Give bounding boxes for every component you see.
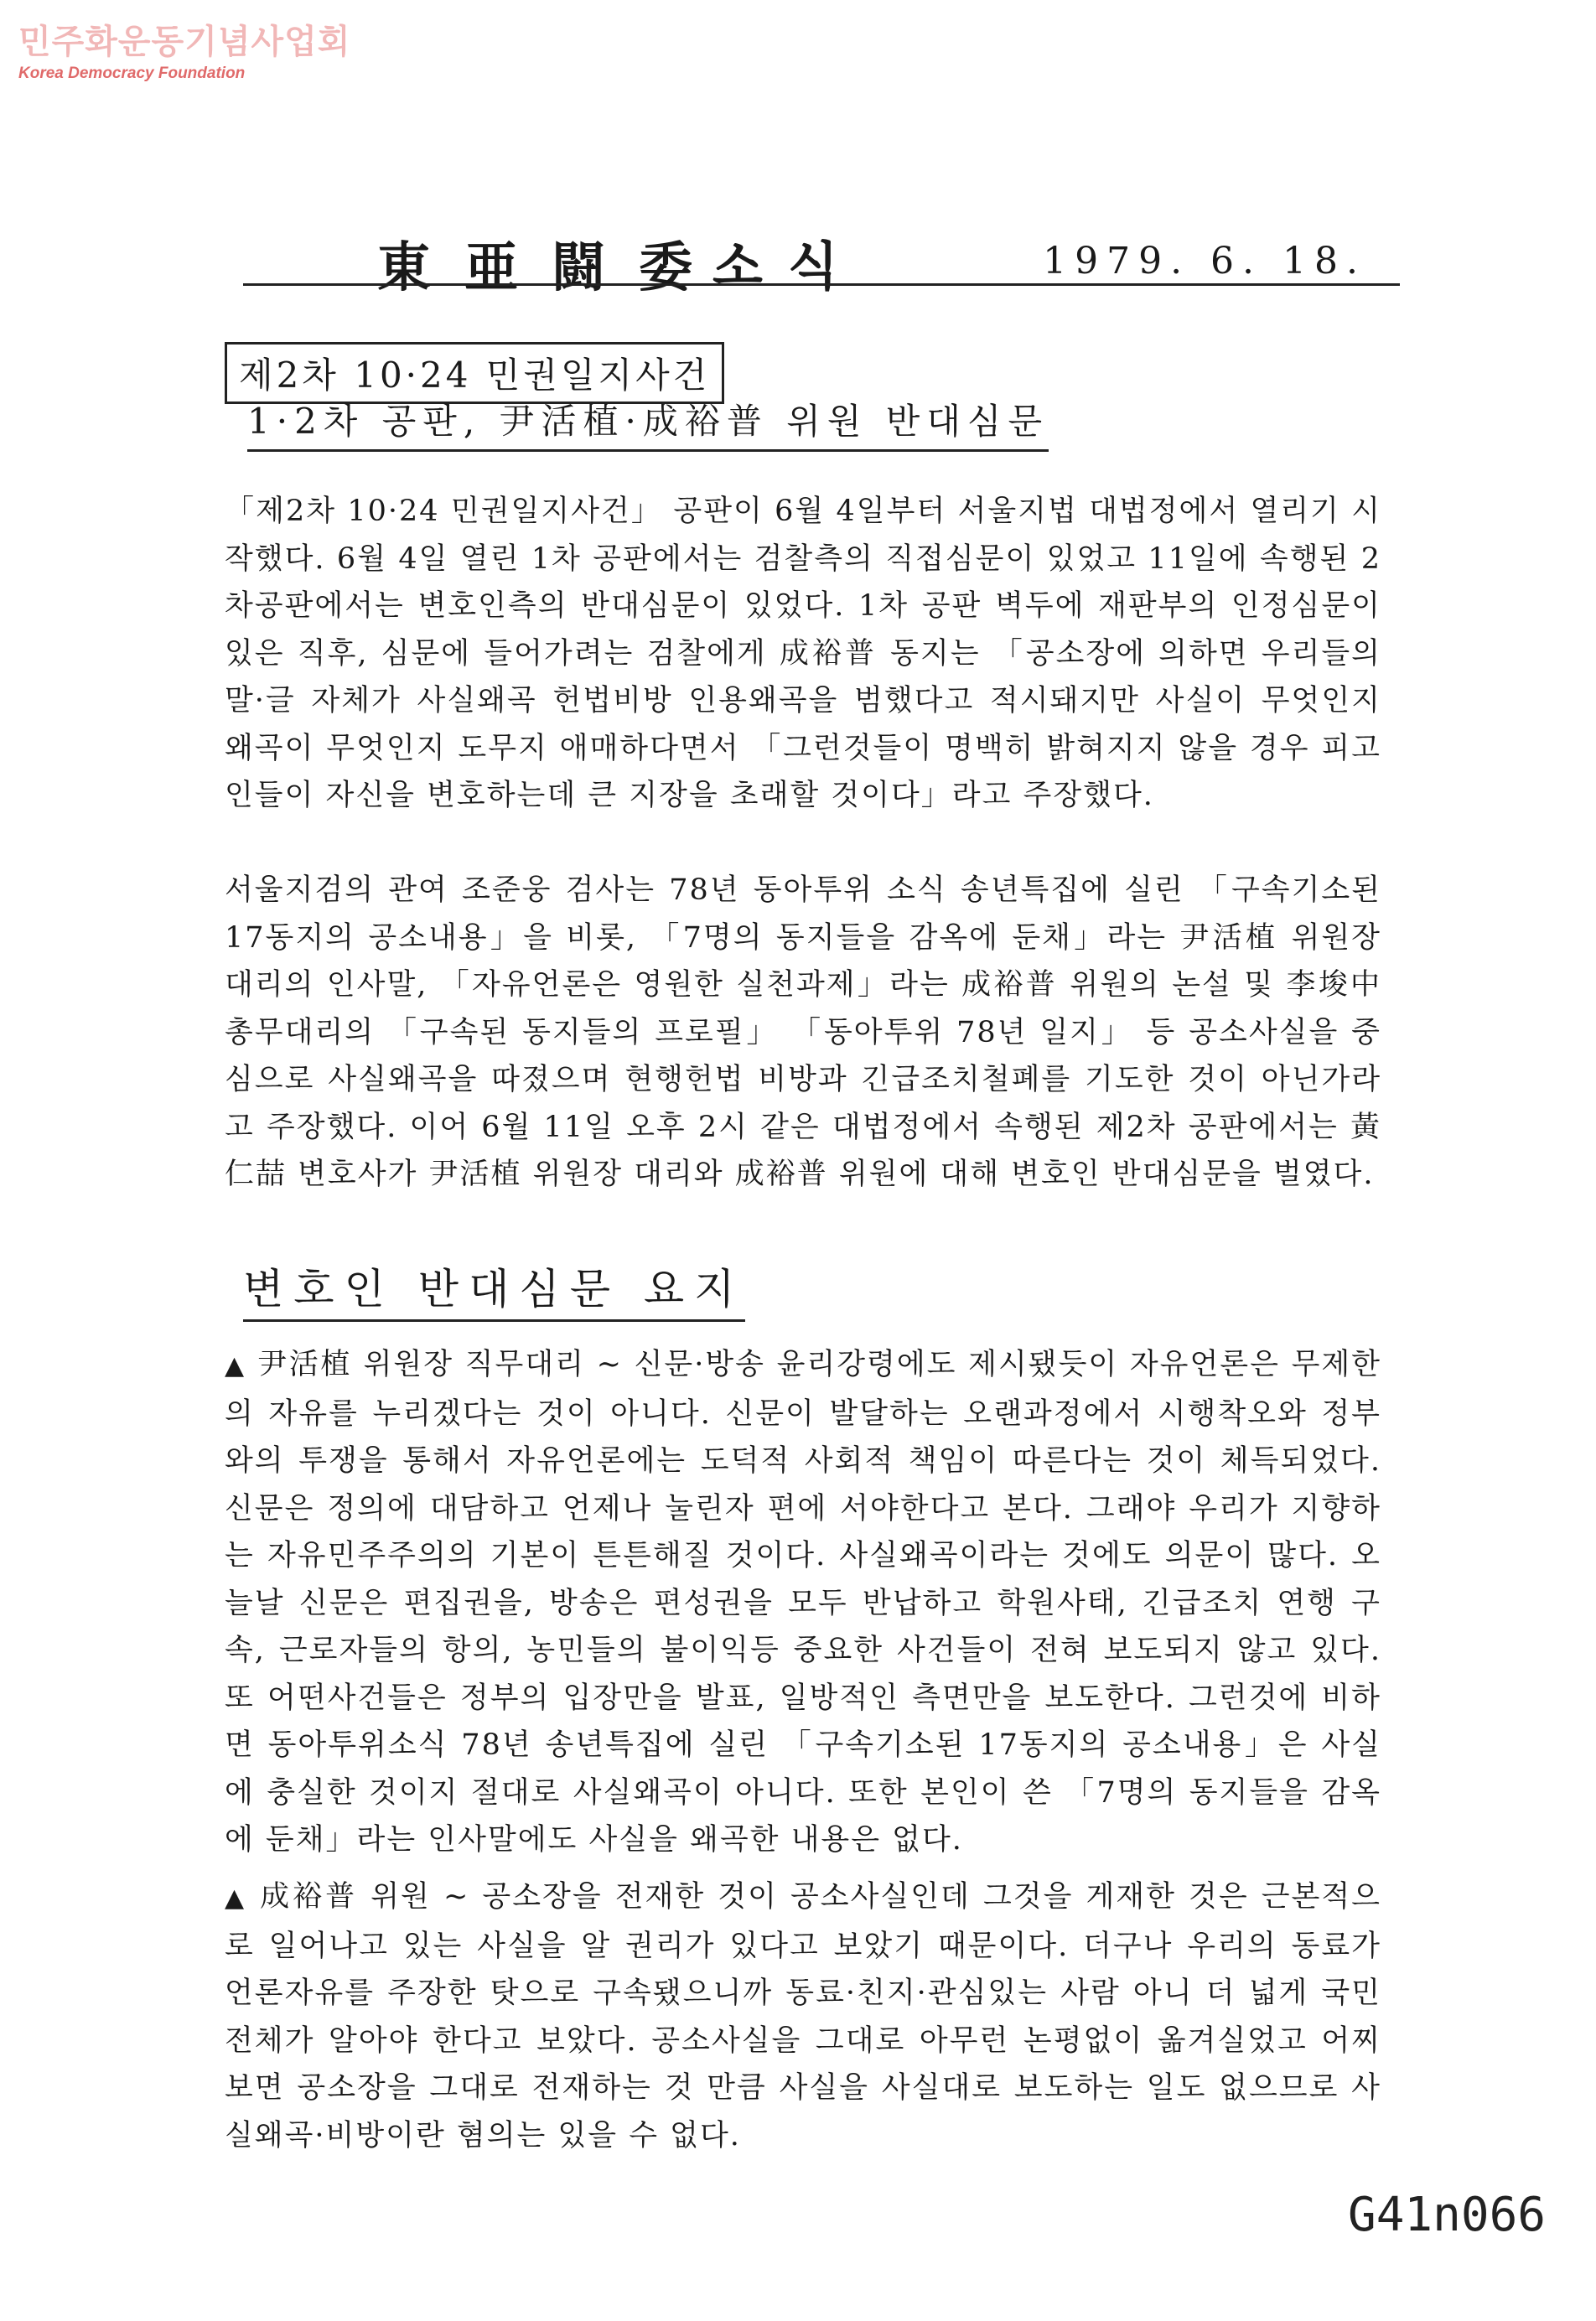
speaker-name: 成裕普 위원 — [260, 1880, 431, 1914]
triangle-marker-icon: ▲ — [225, 1883, 248, 1913]
masthead-news: 소식 — [712, 236, 863, 297]
archive-number: G41n066 — [1348, 2188, 1547, 2242]
watermark-english: Korea Democracy Foundation — [18, 65, 246, 82]
watermark-korean: 민주화운동기념사업회 — [18, 23, 351, 61]
speaker-statement: ~ 공소장을 전재한 것이 공소사실인데 그것을 게재한 것은 근본적으로 일어나고 있는 사실을 알 권리가 있다고 보았기 때문이다. 더구나 우리의 동료가 언론자유를 주장한 탓으로 구속됐으니까 동료·친지·관심있는 사람 아니 더 넓게 국민 전체가 알아야 한다고 보았다. 공소사실을 그대로 아무런 논평없이 옮겨실었고 어찌보면 공소장을 그대로 전재하는 것 만큼 사실을 사실대로 보도하는 일도 없으므로 사실왜곡·비방이란 혐의는 있을 수 없다. — [225, 1880, 1381, 2153]
paragraph-2: 서울지검의 관여 조준웅 검사는 78년 동아투위 소식 송년특집에 실린 「구속기소된 17동지의 공소내용」을 비롯, 「7명의 동지들을 감옥에 둔채」라는 尹活植 위원장 대리의 인사말, 「자유언론은 영원한 실천과제」라는 成裕普 위원의 논설 및 李埈中 총무대리의 「구속된 동지들의 프로필」 「동아투위 78년 일지」 등 공소사실을 중심으로 사실왜곡을 따졌으며 현행헌법 비방과 긴급조치철폐를 기도한 것이 아닌가라고 주장했다. 이어 6월 11일 오후 2시 같은 대법정에서 속행된 제2차 공판에서는 黃仁喆 변호사가 尹活植 위원장 대리와 成裕普 위원에 대해 변호인 반대심문을 벌였다. — [225, 873, 1381, 1191]
article-subtitle: 1·2차 공판, 尹活植·成裕普 위원 반대심문 — [247, 394, 1049, 452]
paragraph-3 — [225, 1341, 1381, 1864]
masthead-rule — [243, 283, 1400, 286]
boxed-title: 제2차 10·24 민권일지사건 — [225, 342, 724, 404]
section-heading: 변호인 반대심문 요지 — [243, 1256, 745, 1322]
foundation-watermark — [18, 15, 350, 83]
speaker-statement: ~ 신문·방송 윤리강령에도 제시됐듯이 자유언론은 무제한의 자유를 누리겠다는 것이 아니다. 신문이 발달하는 오랜과정에서 시행착오와 정부와의 투쟁을 통해서 자유언론에는 도덕적 사회적 책임이 따른다는 것이 체득되었다. 신문은 정의에 대담하고 언제나 눌린자 편에 서야한다고 본다. 그래야 우리가 지향하는 자유민주주의의 기본이 튼튼해질 것이다. 사실왜곡이라는 것에도 의문이 많다. 오늘날 신문은 편집권을, 방송은 편성권을 모두 반납하고 학원사태, 긴급조치 연행 구속, 근로자들의 항의, 농민들의 불이익등 중요한 사건들이 전혀 보도되지 않고 있다. 또 어떤사건들은 정부의 입장만을 발표, 일방적인 측면만을 보도한다. 그런것에 비하면 동아투위소식 78년 송년특집에 실린 「구속기소된 17동지의 공소내용」은 사실에 충실한 것이지 절대로 사실왜곡이 아니다. 또한 본인이 쓴 「7명의 동지들을 감옥에 둔채」라는 인사말에도 사실을 왜곡한 내용은 없다. — [225, 1348, 1381, 1857]
speaker-name: 尹活植 위원장 직무대리 — [257, 1348, 585, 1381]
triangle-marker-icon: ▲ — [225, 1351, 246, 1381]
paragraph-4 — [225, 1873, 1381, 2159]
masthead-date: 1979. 6. 18. — [1043, 240, 1366, 282]
paragraph-1: 「제2차 10·24 민권일지사건」 공판이 6월 4일부터 서울지법 대법정에서 열리기 시작했다. 6월 4일 열린 1차 공판에서는 검찰측의 직접심문이 있었고 11일에 속행된 2차공판에서는 변호인측의 반대심문이 있었다. 1차 공판 벽두에 재판부의 인정심문이 있은 직후, 심문에 들어가려는 검찰에게 成裕普 동지는 「공소장에 의하면 우리들의 말·글 자체가 사실왜곡 헌법비방 인용왜곡을 범했다고 적시돼지만 사실이 무엇인지 왜곡이 무엇인지 도무지 애매하다면서 「그런것들이 명백히 밝혀지지 않을 경우 피고인들이 자신을 변호하는데 큰 지장을 초래할 것이다」라고 주장했다. — [225, 495, 1381, 812]
masthead — [243, 225, 1400, 299]
masthead-title: 東亜闘委 — [377, 236, 726, 299]
